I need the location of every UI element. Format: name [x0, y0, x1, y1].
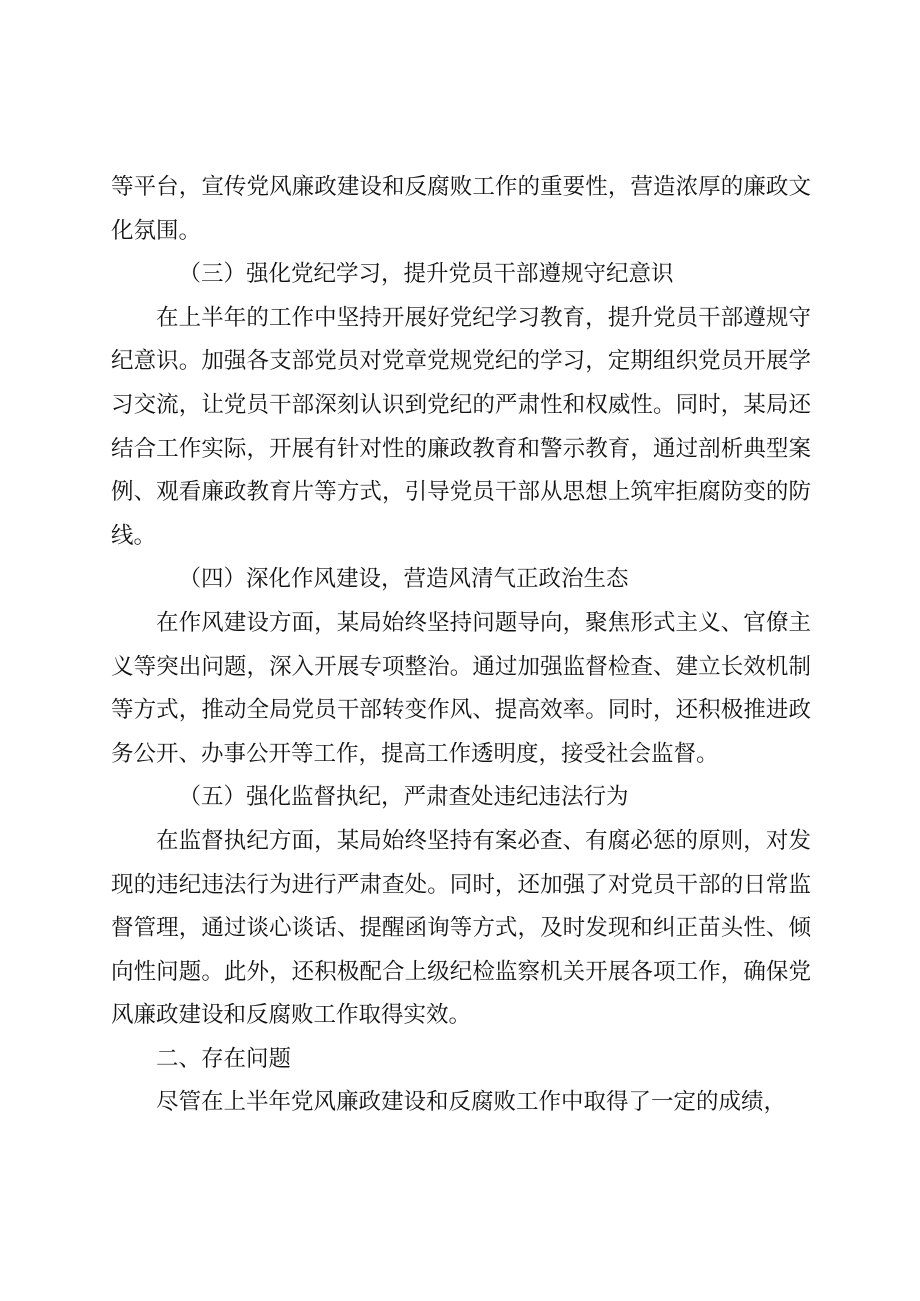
- paragraph-continuation: 等平台，宣传党风廉政建设和反腐败工作的重要性，营造浓厚的廉政文化氛围。: [111, 174, 811, 244]
- paragraph-section-4: 在作风建设方面，某局始终坚持问题导向，聚焦形式主义、官僚主义等突出问题，深入开展专项整治。通过加强监督检查、建立长效机制等方式，推动全局党员干部转变作风、提高效率。同时，还积极推进政务公开、办事公开等工作，提高工作透明度，接受社会监督。: [111, 609, 811, 767]
- document-body: [111, 166, 811, 1125]
- subheading-section-4: （四）深化作风建设，营造风清气正政治生态: [178, 566, 629, 593]
- paragraph-section-5: 在监督执纪方面，某局始终坚持有案必查、有腐必惩的原则，对发现的违纪违法行为进行严肃查处。同时，还加强了对党员干部的日常监督管理，通过谈心谈话、提醒函询等方式，及时发现和纠正苗头性、倾向性问题。此外，还积极配合上级纪检监察机关开展各项工作，确保党风廉政建设和反腐败工作取得实效。: [111, 827, 811, 1029]
- heading-existing-problems: 二、存在问题: [156, 1045, 292, 1072]
- paragraph-section-3: 在上半年的工作中坚持开展好党纪学习教育，提升党员干部遵规守纪意识。加强各支部党员对党章党规党纪的学习，定期组织党员开展学习交流，让党员干部深刻认识到党纪的严肃性和权威性。同时，某局还结合工作实际，开展有针对性的廉政教育和警示教育，通过剖析典型案例、观看廉政教育片等方式，引导党员干部从思想上筑牢拒腐防变的防线。: [111, 304, 811, 549]
- subheading-section-5: （五）强化监督执纪，严肃查处违纪违法行为: [178, 784, 629, 811]
- subheading-section-3: （三）强化党纪学习，提升党员干部遵规守纪意识: [178, 261, 674, 288]
- paragraph-existing-problems: 尽管在上半年党风廉政建设和反腐败工作中取得了一定的成绩，: [156, 1089, 787, 1116]
